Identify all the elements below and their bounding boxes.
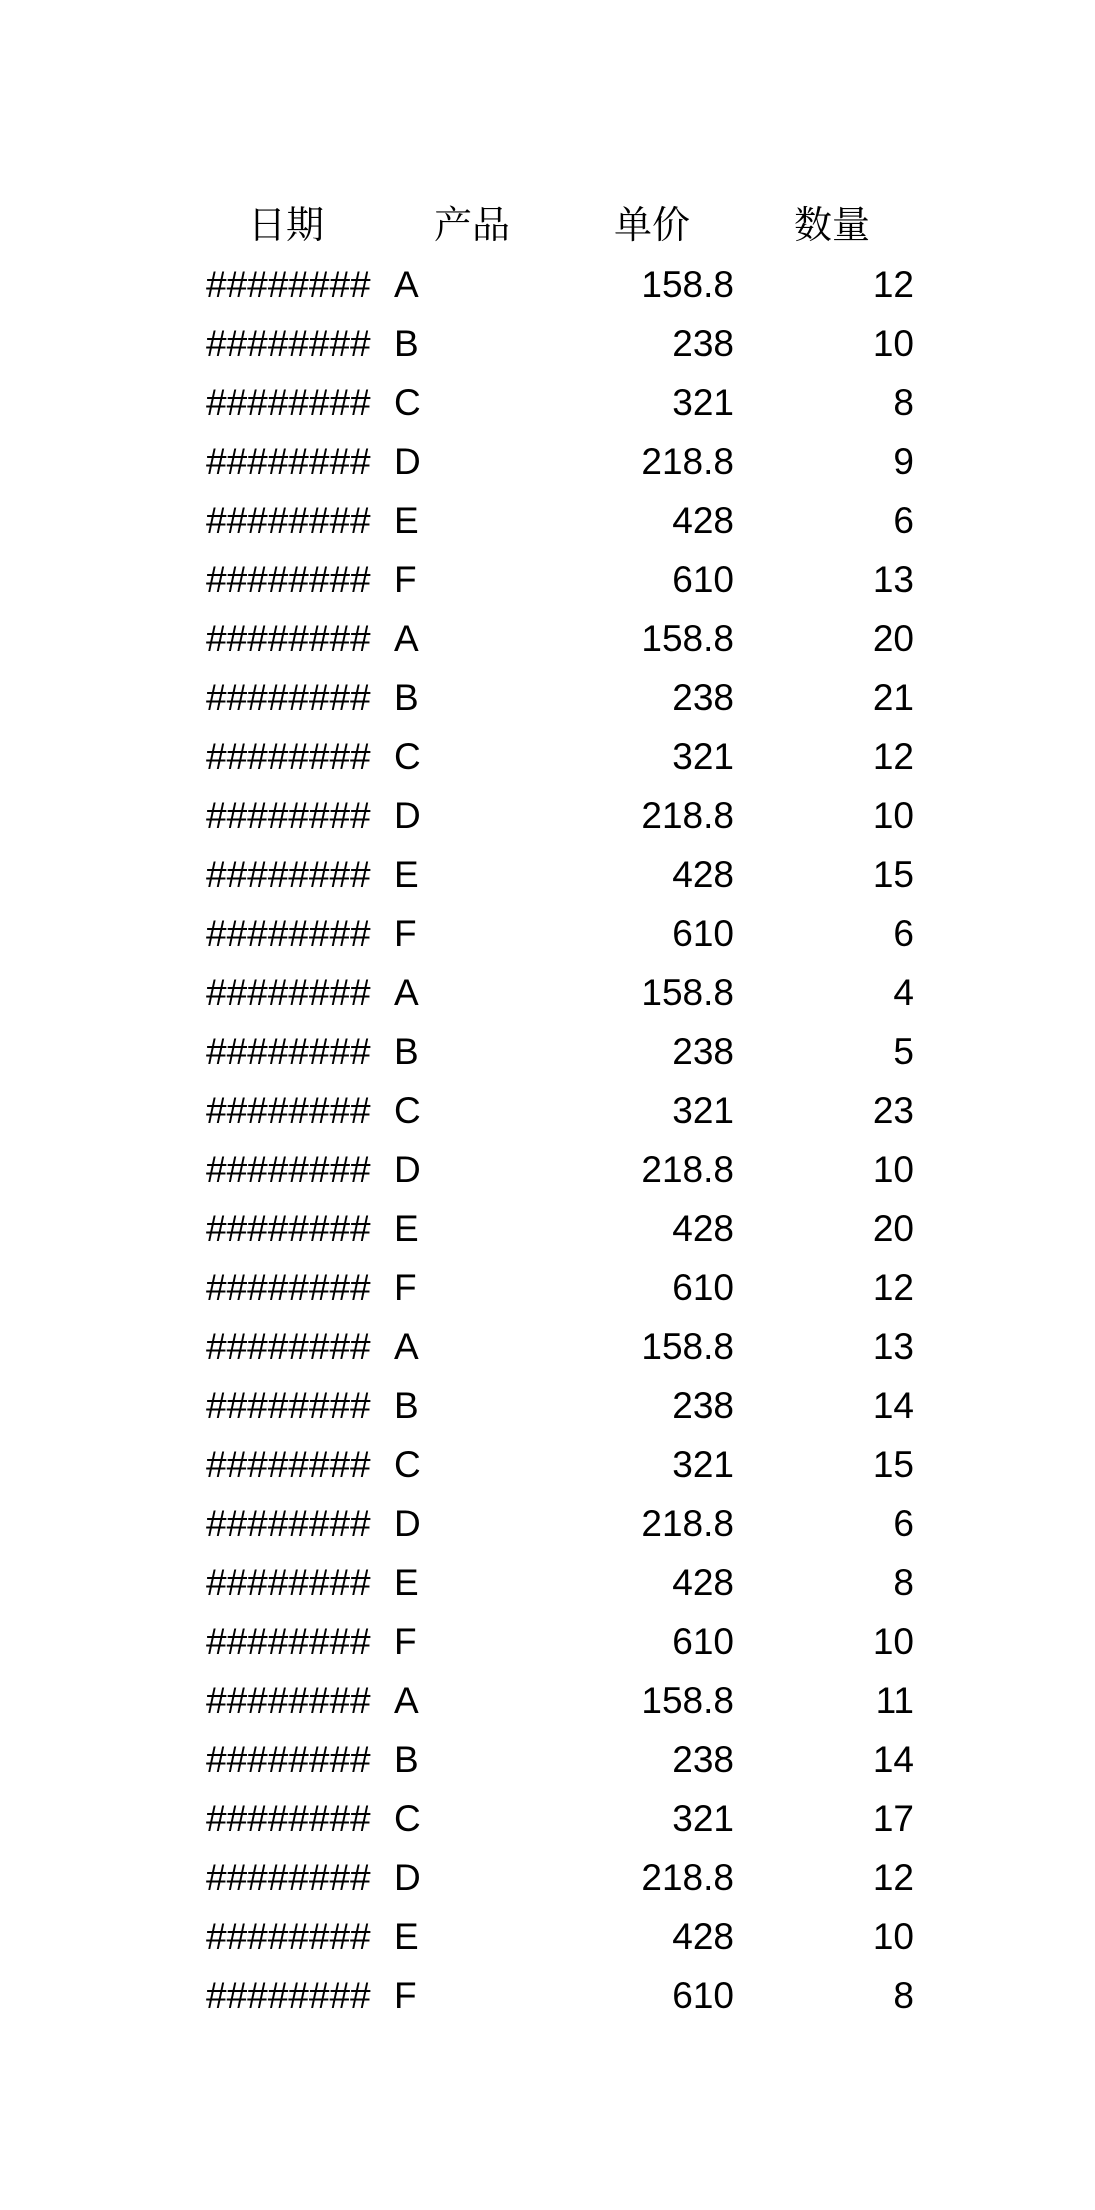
quantity-cell: 10 — [872, 1621, 914, 1662]
price-cell: 610 — [672, 1621, 734, 1662]
date-cell: ######## — [206, 677, 371, 718]
price-cell: 218.8 — [641, 1503, 734, 1544]
price-cell: 610 — [672, 559, 734, 600]
product-cell: D — [394, 795, 421, 836]
date-cell: ######## — [206, 1857, 371, 1898]
price-cell: 158.8 — [641, 618, 734, 659]
table-row — [200, 1907, 920, 1966]
spreadsheet-table — [200, 195, 920, 2025]
table-row — [200, 255, 920, 314]
price-cell: 158.8 — [641, 1680, 734, 1721]
date-cell: ######## — [206, 1739, 371, 1780]
product-cell: B — [394, 323, 419, 364]
product-cell: D — [394, 1503, 421, 1544]
quantity-cell: 6 — [893, 1503, 914, 1544]
date-cell: ######## — [206, 1208, 371, 1249]
date-cell: ######## — [206, 1149, 371, 1190]
table-row — [200, 550, 920, 609]
date-cell: ######## — [206, 854, 371, 895]
date-cell: ######## — [206, 1503, 371, 1544]
table-row — [200, 1258, 920, 1317]
product-cell: A — [394, 264, 419, 305]
table-row — [200, 1022, 920, 1081]
quantity-cell: 11 — [875, 1680, 914, 1721]
header-date: 日期 — [248, 203, 325, 247]
product-cell: A — [394, 1680, 419, 1721]
quantity-cell: 8 — [893, 1975, 914, 2016]
date-cell: ######## — [206, 500, 371, 541]
price-cell: 610 — [672, 1975, 734, 2016]
price-cell: 218.8 — [641, 441, 734, 482]
date-cell: ######## — [206, 1444, 371, 1485]
date-cell: ######## — [206, 1680, 371, 1721]
quantity-cell: 14 — [872, 1385, 914, 1426]
date-cell: ######## — [206, 323, 371, 364]
quantity-cell: 13 — [872, 1326, 914, 1367]
price-cell: 238 — [672, 1385, 734, 1426]
date-cell: ######## — [206, 559, 371, 600]
product-cell: C — [394, 1444, 421, 1485]
date-cell: ######## — [206, 736, 371, 777]
product-cell: F — [394, 559, 417, 600]
table-row — [200, 373, 920, 432]
product-cell: C — [394, 1798, 421, 1839]
quantity-cell: 12 — [872, 1267, 914, 1308]
date-cell: ######## — [206, 618, 371, 659]
table-row — [200, 1789, 920, 1848]
product-cell: E — [394, 1562, 419, 1603]
table-row — [200, 1966, 920, 2025]
price-cell: 428 — [672, 1916, 734, 1957]
date-cell: ######## — [206, 1031, 371, 1072]
quantity-cell: 8 — [893, 1562, 914, 1603]
product-cell: D — [394, 441, 421, 482]
price-cell: 321 — [672, 1444, 734, 1485]
price-cell: 428 — [672, 1562, 734, 1603]
product-cell: A — [394, 972, 419, 1013]
product-cell: C — [394, 382, 421, 423]
quantity-cell: 20 — [872, 618, 914, 659]
date-cell: ######## — [206, 1562, 371, 1603]
price-cell: 158.8 — [641, 1326, 734, 1367]
price-cell: 218.8 — [641, 795, 734, 836]
table-row — [200, 668, 920, 727]
quantity-cell: 8 — [893, 382, 914, 423]
product-cell: B — [394, 1031, 419, 1072]
table-row — [200, 1612, 920, 1671]
product-cell: B — [394, 1739, 419, 1780]
header-quantity: 数量 — [794, 203, 871, 247]
header-product: 产品 — [434, 203, 511, 247]
price-cell: 321 — [672, 1090, 734, 1131]
product-cell: A — [394, 1326, 419, 1367]
price-cell: 610 — [672, 1267, 734, 1308]
price-cell: 321 — [672, 382, 734, 423]
price-cell: 428 — [672, 854, 734, 895]
quantity-cell: 12 — [872, 736, 914, 777]
product-cell: C — [394, 736, 421, 777]
price-cell: 218.8 — [641, 1857, 734, 1898]
product-cell: E — [394, 1208, 419, 1249]
date-cell: ######## — [206, 1090, 371, 1131]
date-cell: ######## — [206, 264, 371, 305]
product-cell: E — [394, 500, 419, 541]
product-cell: B — [394, 1385, 419, 1426]
date-cell: ######## — [206, 1621, 371, 1662]
table-row — [200, 1848, 920, 1907]
table-row — [200, 432, 920, 491]
quantity-cell: 12 — [872, 264, 914, 305]
date-cell: ######## — [206, 972, 371, 1013]
quantity-cell: 10 — [872, 1149, 914, 1190]
quantity-cell: 6 — [893, 500, 914, 541]
table-row — [200, 786, 920, 845]
date-cell: ######## — [206, 1267, 371, 1308]
date-cell: ######## — [206, 1326, 371, 1367]
table-row — [200, 963, 920, 1022]
product-cell: C — [394, 1090, 421, 1131]
table-row — [200, 1435, 920, 1494]
table-row — [200, 1730, 920, 1789]
price-cell: 321 — [672, 736, 734, 777]
quantity-cell: 12 — [872, 1857, 914, 1898]
date-cell: ######## — [206, 441, 371, 482]
quantity-cell: 13 — [872, 559, 914, 600]
product-cell: F — [394, 1267, 417, 1308]
product-cell: F — [394, 1621, 417, 1662]
table-row — [200, 491, 920, 550]
table-row — [200, 1317, 920, 1376]
header-price: 单价 — [614, 203, 691, 247]
price-cell: 428 — [672, 1208, 734, 1249]
date-cell: ######## — [206, 795, 371, 836]
quantity-cell: 5 — [893, 1031, 914, 1072]
table-row — [200, 1140, 920, 1199]
table-row — [200, 845, 920, 904]
product-cell: F — [394, 1975, 417, 2016]
date-cell: ######## — [206, 1798, 371, 1839]
table-row — [200, 1553, 920, 1612]
product-cell: E — [394, 854, 419, 895]
table-row — [200, 904, 920, 963]
product-cell: B — [394, 677, 419, 718]
quantity-cell: 9 — [893, 441, 914, 482]
price-cell: 428 — [672, 500, 734, 541]
quantity-cell: 10 — [872, 1916, 914, 1957]
date-cell: ######## — [206, 913, 371, 954]
quantity-cell: 15 — [872, 1444, 914, 1485]
quantity-cell: 4 — [893, 972, 914, 1013]
quantity-cell: 15 — [872, 854, 914, 895]
quantity-cell: 10 — [872, 795, 914, 836]
quantity-cell: 23 — [872, 1090, 914, 1131]
price-cell: 238 — [672, 1031, 734, 1072]
table-row — [200, 314, 920, 373]
price-cell: 321 — [672, 1798, 734, 1839]
price-cell: 218.8 — [641, 1149, 734, 1190]
table-body — [200, 255, 920, 2025]
price-cell: 158.8 — [641, 264, 734, 305]
table-row — [200, 727, 920, 786]
quantity-cell: 17 — [872, 1798, 914, 1839]
table-row — [200, 1376, 920, 1435]
date-cell: ######## — [206, 382, 371, 423]
date-cell: ######## — [206, 1916, 371, 1957]
table-row — [200, 609, 920, 668]
table-row — [200, 1081, 920, 1140]
price-cell: 238 — [672, 323, 734, 364]
price-cell: 158.8 — [641, 972, 734, 1013]
price-cell: 238 — [672, 677, 734, 718]
quantity-cell: 20 — [872, 1208, 914, 1249]
quantity-cell: 14 — [872, 1739, 914, 1780]
product-cell: D — [394, 1857, 421, 1898]
quantity-cell: 10 — [872, 323, 914, 364]
quantity-cell: 6 — [893, 913, 914, 954]
date-cell: ######## — [206, 1975, 371, 2016]
table-header-row — [200, 195, 920, 255]
quantity-cell: 21 — [872, 677, 914, 718]
table-row — [200, 1671, 920, 1730]
date-cell: ######## — [206, 1385, 371, 1426]
product-cell: A — [394, 618, 419, 659]
table-row — [200, 1199, 920, 1258]
product-cell: F — [394, 913, 417, 954]
product-cell: E — [394, 1916, 419, 1957]
price-cell: 610 — [672, 913, 734, 954]
price-cell: 238 — [672, 1739, 734, 1780]
table-row — [200, 1494, 920, 1553]
product-cell: D — [394, 1149, 421, 1190]
